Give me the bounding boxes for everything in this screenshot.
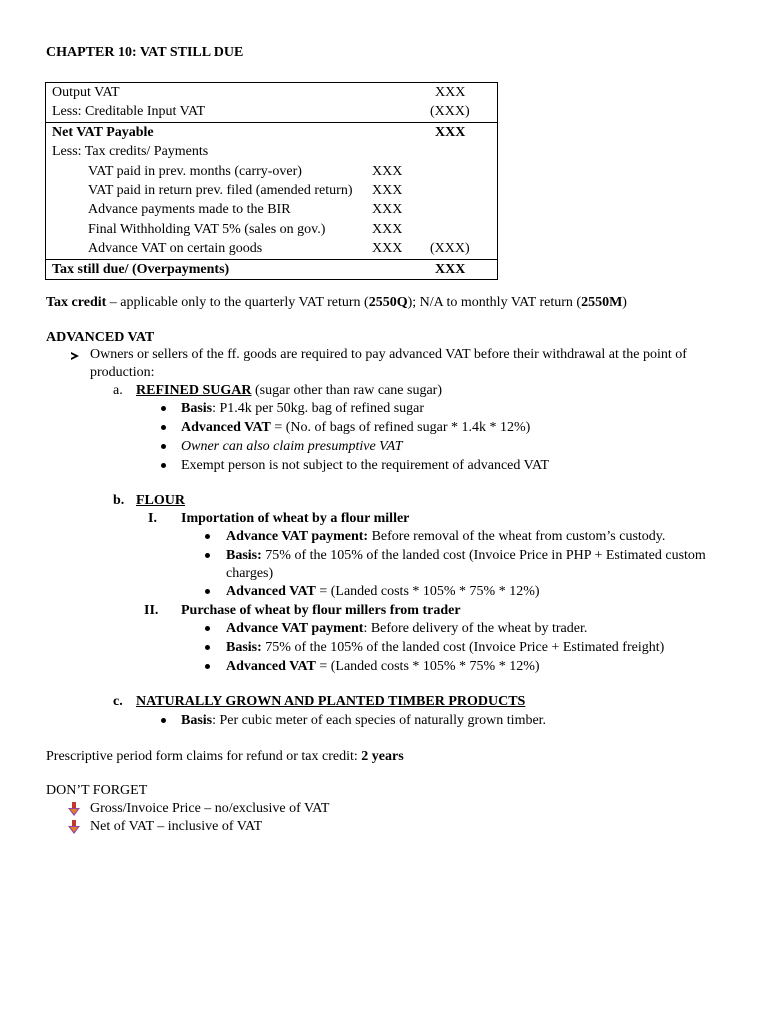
list-item: Basis: 75% of the 105% of the landed cost (Invoice Price + Estimated freight)	[226, 640, 665, 655]
item-b-letter: b.	[113, 493, 125, 508]
list-item-cont: charges)	[226, 566, 274, 581]
bullet-icon	[161, 718, 166, 723]
bullet-icon	[161, 406, 166, 411]
credit-item-amount: XXX	[372, 163, 403, 179]
chapter-title: CHAPTER 10: VAT STILL DUE	[46, 45, 244, 60]
item-b-heading: FLOUR	[136, 493, 185, 508]
bullet-icon	[205, 626, 210, 631]
tax-credits-label: Less: Tax credits/ Payments	[52, 144, 209, 160]
bullet-icon	[161, 444, 166, 449]
list-item: Advance VAT payment: Before removal of the wheat from custom’s custody.	[226, 529, 666, 544]
list-item: Exempt person is not subject to the requirement of advanced VAT	[181, 458, 550, 473]
net-vat-label: Net VAT Payable	[46, 122, 373, 142]
advanced-vat-intro: Owners or sellers of the ff. goods are required to pay advanced VAT before their withdrawal at the point of	[90, 347, 687, 362]
list-item: Basis: Per cubic meter of each species of naturally grown timber.	[181, 713, 547, 728]
credit-item-label: VAT paid in prev. months (carry-over)	[88, 163, 302, 179]
list-item: Net of VAT – inclusive of VAT	[90, 819, 263, 834]
table-row	[46, 239, 498, 259]
bullet-icon	[161, 425, 166, 430]
subitem-i-number: I.	[148, 511, 157, 526]
table-row	[46, 162, 498, 181]
advanced-vat-intro-cont: production:	[90, 365, 155, 380]
table-row	[46, 122, 498, 142]
table-row	[46, 181, 498, 200]
down-arrow-bullet-icon	[68, 802, 80, 816]
bullet-icon	[205, 553, 210, 558]
advanced-vat-heading: ADVANCED VAT	[46, 330, 155, 345]
still-due-amount: XXX	[430, 259, 498, 279]
credit-item-amount: XXX	[372, 183, 403, 199]
credit-item-total	[430, 181, 498, 200]
list-item: Advanced VAT = (Landed costs * 105% * 75% * 12%)	[226, 659, 540, 674]
list-item: Gross/Invoice Price – no/exclusive of VAT	[90, 801, 330, 816]
vat-computation-table	[45, 82, 498, 280]
credit-item-amount: XXX	[372, 202, 403, 218]
input-vat-amount: (XXX)	[430, 104, 470, 120]
item-c-letter: c.	[113, 694, 123, 709]
credit-item-label: VAT paid in return prev. filed (amended return)	[88, 183, 353, 199]
credit-item-total	[430, 220, 498, 239]
credit-item-label: Advance payments made to the BIR	[88, 202, 291, 218]
credit-item-amount: XXX	[372, 221, 403, 237]
credit-item-total	[430, 162, 498, 181]
item-c-heading: NATURALLY GROWN AND PLANTED TIMBER PRODUCTS	[136, 694, 526, 709]
list-item: Advanced VAT = (No. of bags of refined sugar * 1.4k * 12%)	[181, 420, 531, 435]
table-row	[46, 142, 498, 161]
credit-item-total	[430, 200, 498, 219]
bullet-icon	[205, 534, 210, 539]
table-row	[46, 220, 498, 239]
bullet-icon	[205, 589, 210, 594]
item-a-letter: a.	[113, 383, 123, 398]
dont-forget-heading: DON’T FORGET	[46, 783, 148, 798]
list-item: Owner can also claim presumptive VAT	[181, 439, 403, 454]
credit-item-total: (XXX)	[430, 241, 470, 257]
table-row	[46, 200, 498, 219]
list-item: Basis: 75% of the 105% of the landed cost (Invoice Price in PHP + Estimated custom	[226, 548, 706, 563]
list-item: Advance VAT payment: Before delivery of the wheat by trader.	[226, 621, 588, 636]
credit-item-amount: XXX	[372, 241, 403, 257]
arrow-bullet-icon	[71, 352, 79, 360]
output-vat-amount: XXX	[435, 85, 466, 100]
subitem-ii-number: II.	[144, 603, 159, 618]
net-vat-amount: XXX	[430, 122, 498, 142]
down-arrow-bullet-icon	[68, 820, 80, 834]
bullet-icon	[205, 664, 210, 669]
table-row	[46, 83, 498, 103]
bullet-icon	[161, 463, 166, 468]
output-vat-label: Output VAT	[52, 85, 120, 100]
item-a-heading: REFINED SUGAR (sugar other than raw cane sugar)	[136, 383, 442, 398]
prescriptive-period-note: Prescriptive period form claims for refund or tax credit: 2 years	[46, 749, 404, 764]
bullet-icon	[205, 645, 210, 650]
credit-item-label: Advance VAT on certain goods	[88, 241, 263, 257]
list-item: Basis: P1.4k per 50kg. bag of refined sugar	[181, 401, 425, 416]
tax-credit-note: Tax credit – applicable only to the quarterly VAT return (2550Q); N/A to monthly VAT return (2550M)	[46, 295, 627, 310]
credit-item-label: Final Withholding VAT 5% (sales on gov.)	[88, 221, 326, 237]
list-item: Advanced VAT = (Landed costs * 105% * 75% * 12%)	[226, 584, 540, 599]
input-vat-label: Less: Creditable Input VAT	[52, 104, 206, 120]
subitem-i-title: Importation of wheat by a flour miller	[181, 511, 410, 526]
still-due-label: Tax still due/ (Overpayments)	[46, 259, 373, 279]
table-row	[46, 259, 498, 279]
table-row	[46, 102, 498, 122]
subitem-ii-title: Purchase of wheat by flour millers from trader	[181, 603, 461, 618]
